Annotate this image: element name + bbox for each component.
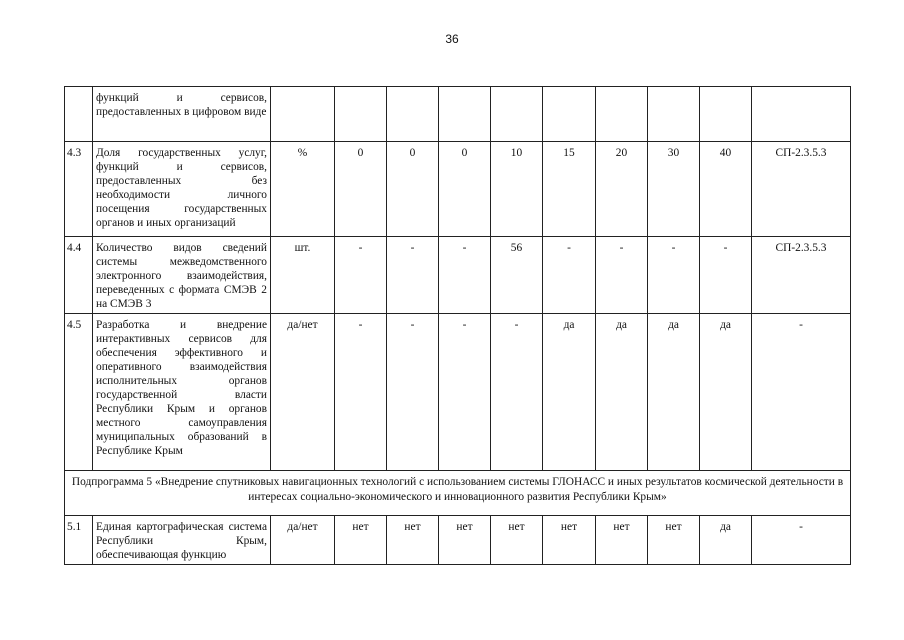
- table-row: [65, 142, 851, 237]
- value-cell: 0: [335, 142, 387, 237]
- unit-cell: шт.: [271, 237, 335, 314]
- row-description: Доля государственных услуг, функций и сервисов, предоставленных без необходимости личного посещения государственных органов и иных организаций: [96, 147, 267, 229]
- code-cell: СП-2.3.5.3: [752, 237, 851, 314]
- value-cell: -: [335, 237, 387, 314]
- value-cell: нет: [491, 516, 543, 565]
- value-cell: -: [439, 314, 491, 471]
- value-cell: [543, 87, 596, 142]
- value-cell: -: [387, 237, 439, 314]
- value-cell: да: [648, 314, 700, 471]
- value-cell: 56: [491, 237, 543, 314]
- value-cell: 0: [439, 142, 491, 237]
- value-cell: [491, 87, 543, 142]
- value-cell: да: [700, 516, 752, 565]
- table-row: [65, 516, 851, 565]
- code-cell: [752, 87, 851, 142]
- unit-cell: %: [271, 142, 335, 237]
- value-cell: -: [700, 237, 752, 314]
- row-description-cell: [93, 314, 271, 471]
- value-cell: [596, 87, 648, 142]
- code-cell: -: [752, 314, 851, 471]
- page-number: 36: [445, 32, 459, 46]
- unit-cell: [271, 87, 335, 142]
- code-cell: СП-2.3.5.3: [752, 142, 851, 237]
- subprogram-title: Подпрограмма 5 «Внедрение спутниковых навигационных технологий с использованием системы ГЛОНАСС и иных результатов космической деятельности в интересах социально-экономического и инновационного развития Республики Крым»: [65, 471, 851, 516]
- value-cell: нет: [335, 516, 387, 565]
- value-cell: -: [335, 314, 387, 471]
- value-cell: -: [491, 314, 543, 471]
- value-cell: нет: [648, 516, 700, 565]
- value-cell: 15: [543, 142, 596, 237]
- value-cell: 20: [596, 142, 648, 237]
- subprogram-header-row: [65, 471, 851, 516]
- value-cell: нет: [387, 516, 439, 565]
- value-cell: [387, 87, 439, 142]
- value-cell: [335, 87, 387, 142]
- table-row: [65, 237, 851, 314]
- row-number-cell: 4.5: [65, 314, 93, 471]
- value-cell: [439, 87, 491, 142]
- value-cell: -: [596, 237, 648, 314]
- row-number-cell: 4.4: [65, 237, 93, 314]
- value-cell: -: [387, 314, 439, 471]
- value-cell: -: [648, 237, 700, 314]
- code-cell: -: [752, 516, 851, 565]
- value-cell: 10: [491, 142, 543, 237]
- value-cell: -: [439, 237, 491, 314]
- row-description-cell: [93, 237, 271, 314]
- row-description-cell: [93, 516, 271, 565]
- row-description: Количество видов сведений системы межведомственного электронного взаимодействия, переведенных с формата СМЭВ 2 на СМЭВ 3: [96, 242, 267, 310]
- value-cell: 30: [648, 142, 700, 237]
- value-cell: да: [543, 314, 596, 471]
- row-number-cell: 4.3: [65, 142, 93, 237]
- value-cell: 0: [387, 142, 439, 237]
- row-number-cell: 5.1: [65, 516, 93, 565]
- row-number-cell: [65, 87, 93, 142]
- table-row: [65, 314, 851, 471]
- value-cell: да: [596, 314, 648, 471]
- value-cell: да: [700, 314, 752, 471]
- row-description: Разработка и внедрение интерактивных сервисов для обеспечения эффективного и оперативного взаимодействия исполнительных органов государственной власти Республики Крым и органов местного самоуправления муниципальных образований в Республике Крым: [96, 319, 267, 457]
- value-cell: нет: [596, 516, 648, 565]
- unit-cell: да/нет: [271, 516, 335, 565]
- value-cell: нет: [543, 516, 596, 565]
- row-description: Единая картографическая система Республики Крым, обеспечивающая функцию: [96, 521, 267, 561]
- value-cell: нет: [439, 516, 491, 565]
- indicators-table: [64, 86, 851, 565]
- table-row-continuation: [65, 87, 851, 142]
- row-description: функций и сервисов, предоставленных в цифровом виде: [96, 92, 267, 118]
- value-cell: -: [543, 237, 596, 314]
- value-cell: 40: [700, 142, 752, 237]
- row-description-cell: [93, 142, 271, 237]
- value-cell: [700, 87, 752, 142]
- row-description-cell: [93, 87, 271, 142]
- unit-cell: да/нет: [271, 314, 335, 471]
- value-cell: [648, 87, 700, 142]
